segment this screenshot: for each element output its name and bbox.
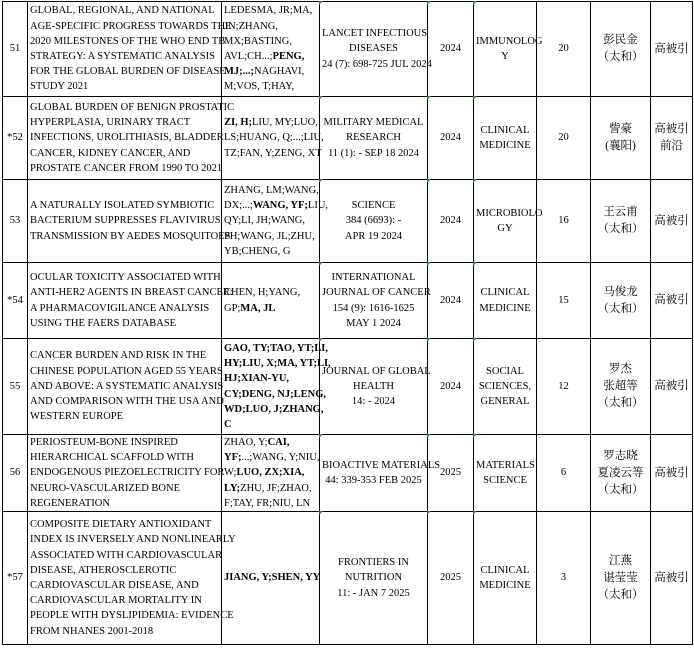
author-line — [224, 465, 317, 480]
table-body — [3, 2, 693, 645]
source-cell — [320, 339, 431, 435]
category-line: SCIENCE — [483, 475, 527, 486]
source-line: APR 19 2024 — [344, 230, 403, 242]
title-line: ENDOGENOUS PIEZOELECTRICITY FOR — [30, 467, 225, 479]
author-text: ZHAO, Y; — [224, 437, 268, 448]
author-text: QY;LI, JH;WANG, — [224, 215, 305, 227]
year-cell: 2024 — [428, 2, 474, 97]
author-text: LIU, MY;LUO, — [252, 117, 318, 129]
contributor-line: 王云甫 — [603, 206, 638, 218]
contributor-line: 彭民金 — [603, 34, 638, 46]
title-line: ANTI-HER2 AGENTS IN BREAST CANCER: — [30, 287, 233, 299]
row-number-cell: 55 — [3, 339, 28, 435]
contributor-line: 罗杰 — [609, 363, 632, 375]
category-line: CLINICAL — [480, 564, 530, 576]
source-line: 384 (6693): - — [345, 215, 402, 227]
author-line — [224, 213, 317, 228]
source-line: NUTRITION — [344, 572, 403, 584]
category-line: SOCIAL — [486, 365, 524, 377]
author-text: F;TAY, FR;NIU, LN — [224, 497, 311, 509]
author-text: LEDESMA, JR;MA, — [224, 5, 313, 17]
title-line: USING THE FAERS DATABASE — [30, 317, 177, 329]
citations-cell: 20 — [537, 97, 591, 180]
year-cell: 2024 — [428, 180, 474, 263]
category-line: GENERAL — [480, 396, 530, 408]
year-cell: 2025 — [428, 512, 474, 645]
title-line: CANCER, KIDNEY CANCER, AND — [30, 147, 191, 159]
source-cell — [320, 180, 428, 263]
contributor-line: 马俊龙 — [603, 285, 638, 298]
source-line: HEALTH — [352, 380, 395, 392]
source-cell — [320, 512, 428, 645]
source-cell — [320, 263, 431, 339]
source-line: INTERNATIONAL — [331, 272, 416, 284]
title-line: CARDIOVASCULAR MORTALITY IN — [30, 595, 202, 607]
title-cell — [28, 512, 236, 645]
contributor-line: 罗志晓 — [603, 449, 638, 462]
citations-cell: 12 — [537, 339, 591, 435]
category-cell — [474, 512, 537, 645]
source-cell — [320, 2, 432, 97]
author-line — [224, 285, 317, 300]
title-cell — [28, 435, 225, 512]
status-line: 高被引 — [654, 42, 689, 55]
status-cell — [651, 2, 693, 97]
contributor-line: 谌莹莹 — [603, 571, 638, 584]
author-line — [224, 496, 317, 511]
source-line: FRONTIERS IN — [338, 557, 409, 569]
table-row — [3, 2, 693, 97]
status-cell — [651, 435, 693, 512]
category-line: MATERIALS — [476, 459, 535, 471]
source-line: 44: 339-353 FEB 2025 — [325, 475, 422, 486]
status-cell — [651, 180, 693, 263]
row-number-cell: 51 — [3, 2, 28, 97]
author-highlight: YF; — [224, 452, 242, 464]
source-line: JOURNAL OF GLOBAL — [322, 365, 431, 377]
contributor-cell — [591, 180, 651, 263]
table-row — [3, 339, 693, 435]
author-text: GP; — [224, 302, 241, 314]
citations-cell: 20 — [537, 2, 591, 97]
author-highlight: MA, JL — [240, 302, 276, 314]
contributor-cell — [591, 339, 651, 435]
author-line — [224, 34, 317, 49]
title-line: STUDY 2021 — [30, 81, 89, 93]
source-line: 14: - 2024 — [351, 396, 396, 408]
title-line: PERIOSTEUM-BONE INSPIRED — [30, 437, 178, 448]
year-cell: 2024 — [428, 339, 474, 435]
status-line: 高被引 — [654, 466, 689, 479]
status-cell — [651, 97, 693, 180]
year-cell: 2025 — [428, 435, 474, 512]
row-number-cell: 56 — [3, 435, 28, 512]
author-highlight: HJ;XIAN-YU, — [224, 373, 290, 385]
title-line: PEOPLE WITH DYSLIPIDEMIA: EVIDENCE — [30, 610, 234, 622]
title-line: DISEASE, ATHEROSCLEROTIC — [30, 564, 177, 576]
contributor-line: 訾豪 — [609, 123, 632, 135]
author-line — [224, 417, 317, 432]
source-cell — [320, 97, 428, 180]
category-line: GY — [497, 223, 513, 234]
contributor-line: （太和） — [597, 51, 644, 63]
author-text: LIU, — [307, 200, 329, 212]
contributor-cell — [591, 512, 651, 645]
contributor-line: （太和） — [597, 588, 644, 601]
source-line: RESEARCH — [346, 132, 401, 144]
year-cell: 2024 — [428, 97, 474, 180]
title-line: BACTERIUM SUPPRESSES FLAVIVIRUS — [30, 215, 221, 227]
title-line: TRANSMISSION BY AEDES MOSQUITOES — [30, 230, 231, 242]
title-line: AND COMPARISON WITH THE USA AND — [30, 396, 224, 408]
author-line — [224, 301, 317, 316]
title-line: PROSTATE CANCER FROM 1990 TO 2021 — [30, 162, 223, 174]
contributor-cell — [591, 263, 651, 339]
author-highlight: WANG, YF; — [252, 200, 308, 212]
title-line: FROM NHANES 2001-2018 — [30, 625, 154, 637]
contributor-line: 夏凌云等 — [597, 466, 644, 479]
title-line: FOR THE GLOBAL BURDEN OF DISEASE — [30, 66, 226, 78]
title-cell — [28, 2, 232, 97]
source-line: 11: - JAN 7 2025 — [337, 587, 410, 599]
author-text: TZ;FAN, Y;ZENG, XT — [224, 147, 322, 159]
author-highlight: LY; — [224, 482, 241, 494]
source-line: MAY 1 2024 — [346, 317, 401, 329]
author-text: ZHU, JF;ZHAO, — [240, 482, 312, 494]
author-text: ZHANG, LM;WANG, — [224, 184, 319, 196]
authors-cell — [222, 339, 331, 435]
row-number-cell: *52 — [3, 97, 28, 180]
author-line — [224, 356, 331, 371]
contributor-cell — [591, 435, 651, 512]
contributor-line: (襄阳) — [605, 140, 636, 152]
table-row — [3, 180, 693, 263]
author-highlight: WD;LUO, J;ZHANG, — [224, 403, 324, 415]
status-line: 高被引 — [654, 214, 689, 227]
status-line: 高被引 — [654, 380, 689, 392]
category-cell — [474, 2, 543, 97]
source-cell — [320, 435, 441, 512]
title-line: HIERARCHICAL SCAFFOLD WITH — [30, 452, 194, 464]
authors-cell — [222, 512, 320, 645]
table-row — [3, 263, 693, 339]
title-line: GLOBAL, REGIONAL, AND NATIONAL — [30, 5, 215, 17]
author-text: M;VOS, T;HAY, — [224, 81, 295, 93]
author-highlight: C — [224, 418, 232, 430]
category-cell — [474, 435, 537, 512]
title-line: NEURO-VASCULARIZED BONE — [30, 482, 181, 494]
title-line: STRATEGY: A SYSTEMATIC ANALYSIS — [30, 51, 215, 62]
author-text: CHEN, H;YANG, — [224, 287, 301, 299]
author-highlight: MJ;...; — [224, 66, 255, 78]
author-text: MX;BASTING, — [224, 35, 292, 47]
source-line: 24 (7): 698-725 JUL 2024 — [322, 58, 432, 70]
contributor-line: （太和） — [597, 223, 644, 235]
author-text: AVL;CH...; — [224, 51, 273, 62]
author-line — [224, 450, 320, 465]
row-number-cell: *54 — [3, 263, 28, 339]
contributor-line: 江燕 — [609, 554, 632, 567]
status-line: 高被引 — [654, 294, 689, 306]
author-highlight: HY;LIU, X;MA, YT;LI, — [224, 358, 331, 370]
contributor-line: （太和） — [597, 483, 644, 496]
author-line — [224, 49, 317, 64]
author-line — [224, 244, 317, 259]
author-line — [224, 130, 324, 145]
author-line — [224, 19, 317, 34]
category-line: MEDICINE — [479, 302, 531, 314]
category-line: MEDICINE — [479, 140, 531, 151]
title-line: AGE-SPECIFIC PROGRESS TOWARDS THE — [30, 20, 232, 32]
author-line — [224, 64, 317, 79]
category-line: MICROBIOLO — [476, 207, 543, 219]
author-highlight: ZI, H; — [224, 117, 253, 129]
category-line: Y — [501, 51, 509, 62]
title-line: CANCER BURDEN AND RISK IN THE — [30, 350, 207, 362]
row-number-cell: *57 — [3, 512, 28, 645]
title-line: WESTERN EUROPE — [30, 411, 124, 423]
title-line: CHINESE POPULATION AGED 55 YEARS — [30, 365, 223, 377]
author-line — [224, 146, 322, 161]
citations-cell: 6 — [537, 435, 591, 512]
author-text: DX;...; — [224, 200, 253, 212]
source-line: BIOACTIVE MATERIALS — [322, 459, 441, 471]
row-number-cell: 53 — [3, 180, 28, 263]
author-line — [224, 115, 317, 130]
title-line: CARDIOVASCULAR DISEASE, AND — [30, 580, 199, 592]
title-cell — [28, 339, 222, 435]
status-cell — [651, 512, 693, 645]
citations-cell: 3 — [537, 512, 591, 645]
table-row — [3, 97, 693, 180]
publication-table — [2, 1, 693, 645]
source-line: MILITARY MEDICAL — [323, 117, 424, 129]
citations-cell: 16 — [537, 180, 591, 263]
year-cell: 2024 — [428, 263, 474, 339]
author-text: NAGHAVI, — [254, 66, 305, 78]
title-line: A NATURALLY ISOLATED SYMBIOTIC — [30, 200, 215, 212]
author-line — [224, 183, 317, 198]
authors-cell — [222, 2, 320, 97]
authors-cell — [222, 180, 329, 263]
author-text: JN;ZHANG, — [224, 20, 278, 32]
author-text: ...;WANG, Y;NIU, — [241, 452, 320, 464]
source-line: JOURNAL OF CANCER — [322, 287, 431, 299]
contributor-line: （太和） — [597, 302, 644, 315]
author-line — [224, 371, 317, 386]
contributor-line: 张超等 — [603, 380, 638, 392]
title-line: A PHARMACOVIGILANCE ANALYSIS — [30, 302, 210, 314]
table-row — [3, 435, 693, 512]
status-line: 高被引 — [654, 571, 689, 584]
status-cell — [651, 263, 693, 339]
author-line — [224, 79, 317, 94]
contributor-line: （太和） — [597, 397, 644, 409]
author-line — [224, 570, 321, 585]
source-line: LANCET INFECTIOUS — [322, 28, 428, 40]
title-cell — [28, 97, 235, 180]
author-highlight: CY;DENG, NJ;LENG, — [224, 388, 326, 400]
author-highlight: PENG, — [272, 51, 305, 62]
category-cell — [474, 263, 537, 339]
category-cell — [474, 97, 537, 180]
status-line: 高被引 — [654, 123, 689, 135]
source-line: 154 (9): 1616-1625 — [332, 302, 415, 314]
status-cell — [651, 339, 693, 435]
author-highlight: JIANG, Y;SHEN, YY — [224, 572, 321, 584]
source-line: 11 (1): - SEP 18 2024 — [327, 147, 420, 159]
category-line: CLINICAL — [480, 124, 530, 136]
author-line — [224, 435, 317, 450]
author-highlight: LUO, ZX;XIA, — [236, 467, 305, 479]
author-line — [224, 341, 328, 356]
author-highlight: GAO, TY;TAO, YT;LI, — [224, 342, 328, 354]
source-line: SCIENCE — [351, 200, 396, 212]
author-line — [224, 3, 317, 18]
title-line: AND ABOVE: A SYSTEMATIC ANALYSIS — [30, 380, 224, 392]
author-line — [224, 481, 317, 496]
author-line — [224, 198, 329, 213]
title-line: ASSOCIATED WITH CARDIOVASCULAR — [30, 549, 223, 561]
title-line: GLOBAL BURDEN OF BENIGN PROSTATIC — [30, 101, 235, 113]
title-line: INDEX IS INVERSELY AND NONLINEARLY — [30, 534, 236, 546]
source-line: DISEASES — [348, 43, 398, 55]
authors-cell — [222, 435, 320, 512]
category-cell — [474, 180, 543, 263]
author-text: LS;HUANG, Q;...;LIU, — [224, 132, 324, 144]
category-line: MEDICINE — [479, 580, 531, 592]
citations-cell: 15 — [537, 263, 591, 339]
author-line — [224, 402, 324, 417]
authors-cell — [222, 97, 324, 180]
category-line: SCIENCES, — [478, 380, 532, 392]
title-line: HYPERPLASIA, URINARY TRACT — [30, 117, 191, 129]
author-text: W; — [224, 467, 237, 479]
contributor-cell — [591, 97, 651, 180]
category-line: CLINICAL — [480, 287, 530, 299]
title-line: INFECTIONS, UROLITHIASIS, BLADDER — [30, 132, 224, 144]
title-line: COMPOSITE DIETARY ANTIOXIDANT — [30, 519, 212, 531]
title-line: OCULAR TOXICITY ASSOCIATED WITH — [30, 272, 221, 284]
authors-cell — [222, 263, 320, 339]
category-line: IMMUNOLOG — [476, 35, 543, 47]
title-line: 2020 MILESTONES OF THE WHO END TB — [30, 35, 226, 47]
title-cell — [28, 180, 231, 263]
title-line: REGENERATION — [30, 497, 110, 509]
contributor-cell — [591, 2, 651, 97]
table-row — [3, 512, 693, 645]
author-line — [224, 387, 326, 402]
author-line — [224, 229, 317, 244]
author-highlight: CAI, — [267, 437, 290, 448]
author-text: PH;WANG, JL;ZHU, — [224, 230, 315, 242]
status-line: 前沿 — [660, 140, 683, 152]
category-cell — [474, 339, 537, 435]
author-text: YB;CHENG, G — [224, 245, 291, 257]
